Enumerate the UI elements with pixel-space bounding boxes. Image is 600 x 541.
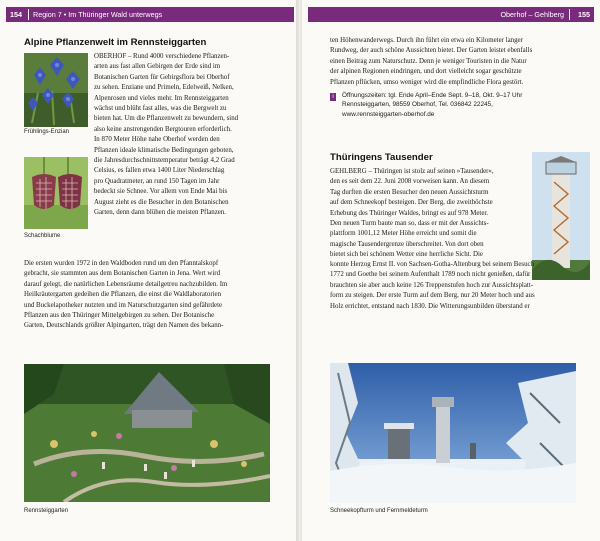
text-line: wächst und blüht fast alles, was die Bergwelt zu (94, 105, 227, 113)
text-line: zu sehen. Enziane und Primeln, Edelweiß, Nelken, (94, 84, 234, 92)
right-page (302, 0, 600, 541)
continued-text (330, 36, 590, 88)
text-line: pro Quadratmeter, an rund 150 Tagen im Jahr (94, 177, 220, 185)
info-line: www.rennsteiggarten-oberhof.de (342, 110, 435, 118)
text-line: bedeckt sie Schnee. Vor allem von Ende Mai bis (94, 188, 228, 196)
text-line: auf dem Schneekopf besteigen. Der Berg, die zweithöchste (330, 199, 493, 207)
caption-gentian: Frühlings-Enzian (24, 129, 70, 135)
winter-towers-photo (330, 363, 576, 503)
text-line: brauchten sie aber auch keine 126 Treppenstufen hoch zur Aussichtsplatt- (330, 281, 534, 289)
text-line: den es seit dem 22. Juni 2008 vorweisen kann. An diesem (330, 178, 490, 186)
text-line: darauf gelegt, die natürlichen Lebensräume detailgetreu nachzubilden. Im (24, 280, 228, 288)
info-line: Rennsteiggarten, 98559 Oberhof, Tel. 036842 22245, (342, 101, 493, 109)
left-page (0, 0, 298, 541)
running-title: Oberhof – Gehlberg (500, 10, 564, 19)
info-box (342, 91, 592, 119)
running-title: Region 7 • Im Thüringer Wald unterwegs (33, 10, 163, 19)
text-line: Rundweg, der auch schöne Aussichten bietet. Der Garten leistet ebenfalls (330, 47, 533, 55)
text-line: magische Tausendergrenze überschreitet. Von dort oben (330, 240, 484, 248)
text-line: OBERHOF – Rund 4000 verschiedene Pflanzen- (94, 53, 230, 60)
text-line: arten aus fast allen Gebirgen der Erde sind im (94, 63, 221, 71)
body-text-wide (24, 259, 274, 332)
rennsteiggarten-photo (24, 364, 270, 502)
header-divider (28, 9, 29, 20)
info-icon: i (330, 93, 336, 101)
text-line: form zu steigen. Der erste Turm auf dem Berg, nur 20 Meter hoch und aus (330, 292, 535, 300)
text-line: also keine anstrengenden Bergtouren erforderlich. (94, 125, 232, 133)
text-line: 1772 und Goethe bei seinem Aufenthalt 1789 noch nicht genießen, dafür (330, 271, 531, 279)
fritillary-photo (24, 157, 88, 229)
text-line: ten Höhenwanderwegs. Durch ihn führt ein etwa ein Kilometer langer (330, 37, 523, 44)
text-line: Tag durften die ersten Besucher den neuen Aussichtsturm (330, 188, 489, 196)
body-text-narrow (94, 52, 272, 219)
text-line: GEHLBERG – Thüringen ist stolz auf seinen »Tausender«, (330, 168, 494, 175)
caption-fritillary: Schachblume (24, 233, 61, 239)
left-page-header (6, 7, 294, 22)
text-line: die Jahresdurchschnittstemperatur beträgt 4,2 Grad (94, 157, 235, 165)
text-line: Garten, Deutschlands größter Alpingarten, trägt den Namen des bekann- (24, 322, 224, 330)
text-line: Pflanzen ideale klimatische Bedingungen geboten, (94, 146, 234, 154)
text-line: Die ersten wurden 1972 in den Waldboden rund um den Pfanntalskopf (24, 260, 219, 267)
text-line: Garten, denn dann blühen die meisten Pflanzen. (94, 209, 227, 217)
text-line: Pflanzen aus den Thüringer Mittelgebirgen zu sehen. Der Botanische (24, 312, 215, 320)
text-line: Celsius, es fallen etwa 1400 Liter Niederschlag (94, 167, 225, 175)
section-title: Alpine Pflanzenwelt im Rennsteiggarten (24, 37, 207, 48)
text-line: einen Beitrag zum Naturschutz. Denn je weniger Touristen in die Natur (330, 57, 527, 65)
text-line: Botanischen Garten für Gebirgsflora bei Oberhof (94, 73, 230, 81)
caption-garden: Rennsteiggarten (24, 508, 69, 514)
section-title: Thüringens Tausender (330, 152, 433, 163)
text-line: der alpinen Regionen eindringen, und dort vielleicht sogar geschützte (330, 68, 522, 76)
text-line: bieten hat. Um die Pflanzenwelt zu bewundern, sind (94, 115, 239, 123)
body-text-narrow (330, 167, 530, 261)
text-line: gebracht, sie stammten aus dem Botanischen Garten in Jena. Wert wird (24, 270, 221, 278)
text-line: Den neuen Turm baute man so, dass er mit der Aussichts- (330, 220, 489, 228)
text-line: In 870 Meter Höhe nahe Oberhof werden den (94, 136, 220, 144)
text-line: bietet sich bei schönem Wetter eine herrliche Sicht. Die (330, 251, 483, 259)
text-line: August zieht es die Besucher in den Botanischen (94, 198, 229, 206)
gentian-photo (24, 53, 88, 127)
info-line: Öffnungszeiten: tgl. Ende April–Ende Sept. 9–18, Okt. 9–17 Uhr (342, 92, 523, 99)
text-line: Erhebung des Thüringer Waldes, bringt es auf 978 Meter. (330, 209, 489, 217)
header-divider (569, 9, 570, 20)
caption-towers: Schneekopfturm und Fernmeldeturm (330, 508, 428, 514)
text-line: Heilkräutergarten gedeihen die Pflanzen, die einst die Waldlaboratorien (24, 291, 222, 299)
body-text-wide (330, 260, 592, 312)
page-number: 154 (10, 10, 22, 19)
text-line: konnte Herzog Ernst II. von Sachsen-Gotha-Altenburg bei seinem Besuch (330, 261, 535, 268)
text-line: Pflanzen pflücken, umso weniger wird die empfindliche Flora gestört. (330, 78, 524, 86)
text-line: und Buckelapotheker nutzten und im Naturschutzgarten sind gefährdete (24, 301, 223, 309)
text-line: plattform 1001,12 Meter Höhe erreicht und somit die (330, 230, 477, 238)
text-line: Holz errichtet, entstand nach 1830. Die Witterungsunbilden überstand er (330, 302, 530, 310)
text-line: Alpenrosen und vieles mehr. Im Rennsteiggarten (94, 94, 229, 102)
right-page-header (308, 7, 594, 22)
page-number: 155 (578, 10, 590, 19)
